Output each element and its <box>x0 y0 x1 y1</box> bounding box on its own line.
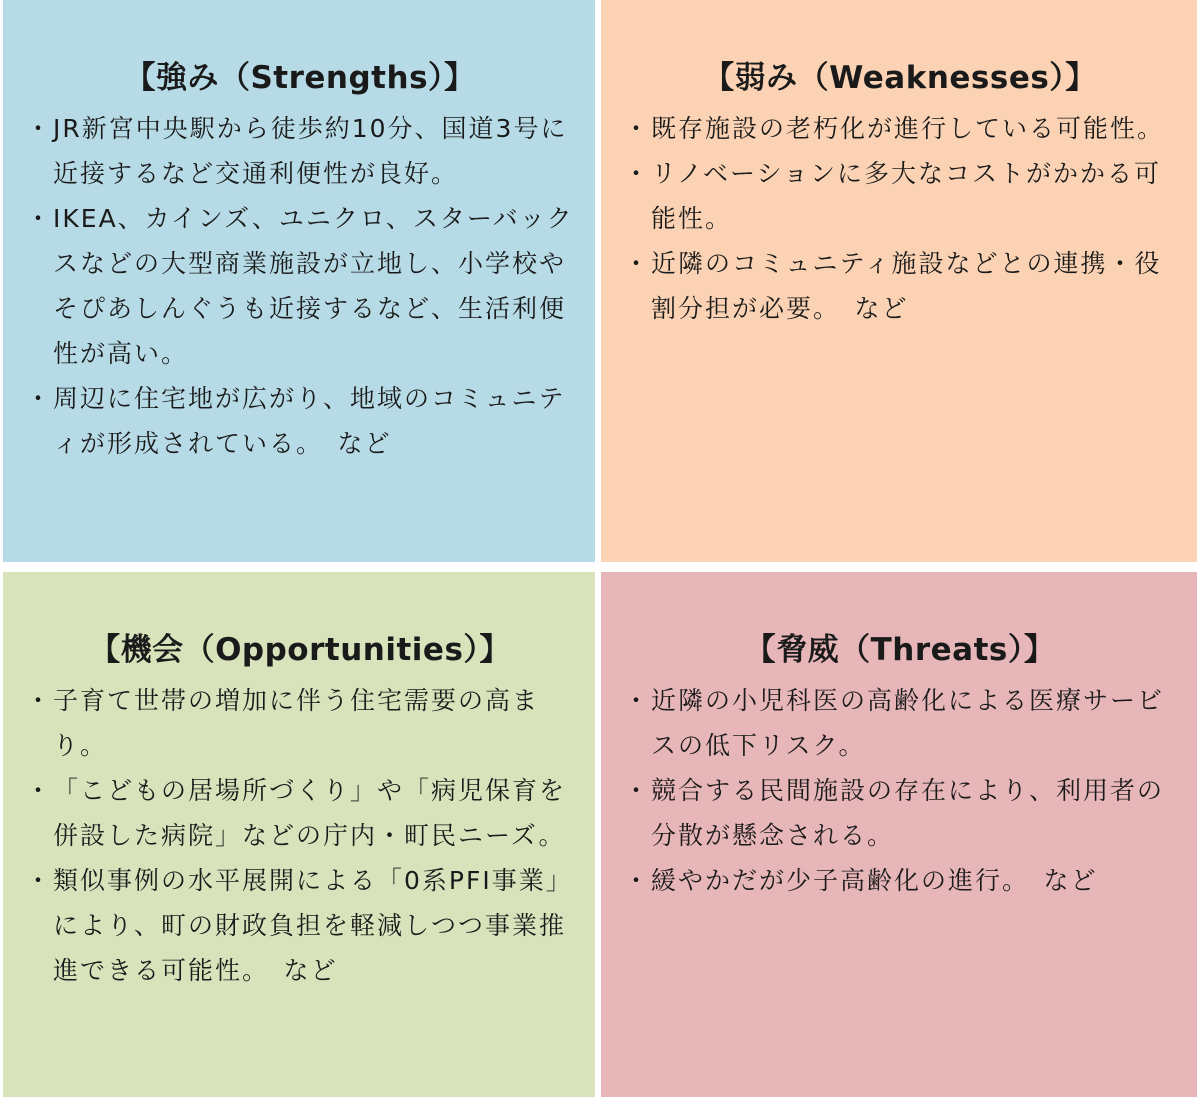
list-item <box>623 678 1177 768</box>
threat-text: 近隣の小児科医の高齢化による医療サービスの低下リスク。 <box>651 686 1165 760</box>
strength-text: JR新宮中央駅から徒歩約10分、国道3号に近接するなど交通利便性が良好。 <box>53 114 568 188</box>
opportunities-quadrant <box>3 572 595 1097</box>
bullet: ・ <box>623 686 651 715</box>
bullet: ・ <box>623 114 651 143</box>
bullet: ・ <box>25 686 53 715</box>
opportunity-text: 類似事例の水平展開による「0系PFI事業」により、町の財政負担を軽減しつつ事業推進できる可能性。 など <box>53 866 573 985</box>
weaknesses-quadrant <box>601 0 1197 562</box>
weaknesses-list <box>623 106 1177 331</box>
weakness-text: 近隣のコミュニティ施設などとの連携・役割分担が必要。 など <box>651 249 1162 323</box>
list-item <box>25 106 575 196</box>
threat-text: 競合する民間施設の存在により、利用者の分散が懸念される。 <box>651 776 1165 850</box>
list-item <box>25 376 575 466</box>
bullet: ・ <box>25 776 53 805</box>
bullet: ・ <box>623 776 651 805</box>
list-item <box>623 858 1177 903</box>
weakness-text: リノベーションに多大なコストがかかる可能性。 <box>651 159 1162 233</box>
threat-text: 緩やかだが少子高齢化の進行。 など <box>651 866 1098 895</box>
opportunity-text: 「こどもの居場所づくり」や「病児保育を併設した病院」などの庁内・町民ニーズ。 <box>53 776 567 850</box>
list-item <box>25 678 575 768</box>
threats-list <box>623 678 1177 903</box>
list-item <box>623 768 1177 858</box>
list-item <box>623 151 1177 241</box>
list-item <box>25 196 575 376</box>
strengths-quadrant <box>3 0 595 562</box>
opportunities-list <box>25 678 575 993</box>
opportunities-title: 【機会（Opportunities）】 <box>89 632 511 668</box>
bullet: ・ <box>25 204 53 233</box>
bullet: ・ <box>623 249 651 278</box>
bullet: ・ <box>25 866 53 895</box>
threats-quadrant <box>601 572 1197 1097</box>
bullet: ・ <box>623 866 651 895</box>
list-item <box>623 241 1177 331</box>
weakness-text: 既存施設の老朽化が進行している可能性。 <box>651 114 1165 143</box>
strength-text: IKEA、カインズ、ユニクロ、スターバックスなどの大型商業施設が立地し、小学校やそぴあしんぐうも近接するなど、生活利便性が高い。 <box>53 204 574 368</box>
list-item <box>623 106 1177 151</box>
strengths-list <box>25 106 575 466</box>
list-item <box>25 858 575 993</box>
bullet: ・ <box>25 114 53 143</box>
list-item <box>25 768 575 858</box>
opportunity-text: 子育て世帯の増加に伴う住宅需要の高まり。 <box>53 686 540 760</box>
strength-text: 周辺に住宅地が広がり、地域のコミュニティが形成されている。 など <box>53 384 566 458</box>
bullet: ・ <box>623 159 651 188</box>
strengths-title: 【強み（Strengths）】 <box>124 60 476 96</box>
weaknesses-title: 【弱み（Weaknesses）】 <box>703 60 1097 96</box>
bullet: ・ <box>25 384 53 413</box>
threats-title: 【脅威（Threats）】 <box>744 632 1056 668</box>
